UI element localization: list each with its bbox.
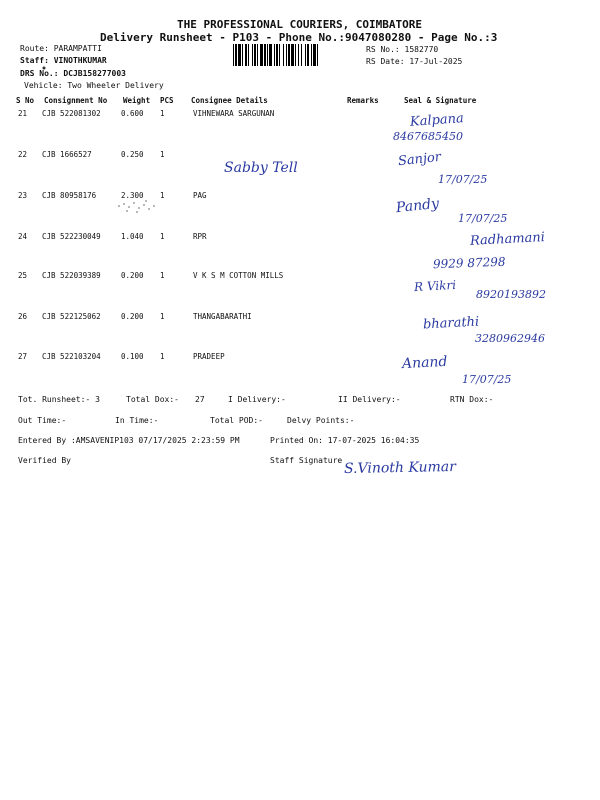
row-sno: 22 [18, 150, 28, 159]
col-seal-signature: Seal & Signature [404, 96, 477, 105]
row-consignee: VIHNEWARA SARGUNAN [193, 109, 275, 118]
total-dox-label: Total Dox:- [126, 395, 179, 404]
col-consignment: Consignment No [44, 96, 108, 105]
col-weight: Weight [123, 96, 151, 105]
row-pcs: 1 [160, 232, 165, 241]
row-consignment: CJB 522081302 [42, 109, 101, 118]
in-time: In Time:- [115, 416, 159, 425]
barcode-image [233, 44, 360, 66]
verified-by: Verified By [18, 456, 71, 465]
ii-delivery: II Delivery:- [338, 395, 401, 404]
tot-runsheet: Tot. Runsheet:- 3 [18, 395, 100, 404]
handwritten-signature: Anand [401, 353, 448, 373]
runsheet-title: Delivery Runsheet - P103 - Phone No.:9047080280 - Page No.:3 [100, 31, 498, 44]
row-weight: 0.250 [121, 150, 144, 159]
row-consignment: CJB 80958176 [42, 191, 97, 200]
handwritten-date: 17/07/25 [458, 212, 508, 225]
row-pcs: 1 [160, 191, 165, 200]
rtn-dox: RTN Dox:- [450, 395, 494, 404]
handwritten-signature: Kalpana [409, 111, 465, 130]
handwritten-signature: Radhamani [469, 230, 546, 249]
row-sno: 21 [18, 109, 28, 118]
row-consignee: PAG [193, 191, 207, 200]
handwritten-date: 17/07/25 [462, 373, 512, 386]
total-pod: Total POD:- [210, 416, 263, 425]
printed-on: Printed On: 17-07-2025 16:04:35 [270, 436, 420, 445]
row-sno: 25 [18, 271, 28, 280]
col-remarks: Remarks [347, 96, 379, 105]
rs-no-text: RS No.: 1582770 [366, 45, 439, 54]
row-sno: 26 [18, 312, 28, 321]
row-pcs: 1 [160, 352, 165, 361]
route-text: Route: PARAMPATTI [20, 44, 102, 53]
row-consignee: THANGABARATHI [193, 312, 252, 321]
delvy-points: Delvy Points:- [287, 416, 355, 425]
row-weight: 1.040 [121, 232, 144, 241]
i-delivery: I Delivery:- [228, 395, 286, 404]
row-weight: 0.600 [121, 109, 144, 118]
ink-mark [40, 64, 50, 72]
row-consignment: CJB 522230049 [42, 232, 101, 241]
handwritten-phone: 8467685450 [393, 130, 463, 143]
rs-date-text: RS Date: 17-Jul-2025 [366, 57, 463, 66]
staff-handwritten-signature: S.Vinoth Kumar [343, 459, 457, 477]
row-consignee: PRADEEP [193, 352, 225, 361]
row-pcs: 1 [160, 150, 165, 159]
staff-text: Staff: VINOTHKUMAR [20, 56, 107, 65]
row-pcs: 1 [160, 109, 165, 118]
row-consignment: CJB 522039389 [42, 271, 101, 280]
row-consignment: CJB 1666527 [42, 150, 92, 159]
out-time: Out Time:- [18, 416, 67, 425]
row-weight: 0.200 [121, 271, 144, 280]
row-consignment: CJB 522103204 [42, 352, 101, 361]
handwritten-signature: R Vikri [413, 277, 457, 295]
handwritten-signature: bharathi [422, 314, 480, 333]
drs-no-text: DRS No.: DCJB158277003 [20, 69, 126, 78]
handwritten-phone: 3280962946 [475, 332, 545, 345]
handwritten-phone: 8920193892 [476, 288, 546, 301]
row-sno: 23 [18, 191, 28, 200]
handwritten-consignee: Sabby Tell [224, 160, 298, 176]
stamp-smudge [115, 196, 165, 218]
handwritten-signature: Pandy [395, 195, 440, 217]
row-consignee: V K S M COTTON MILLS [193, 271, 284, 280]
handwritten-signature: Sanjor [397, 149, 442, 170]
row-weight: 2.300 [121, 191, 144, 200]
row-sno: 24 [18, 232, 28, 241]
row-pcs: 1 [160, 312, 165, 321]
row-consignment: CJB 522125062 [42, 312, 101, 321]
vehicle-text: Vehicle: Two Wheeler Delivery [24, 81, 164, 90]
entered-by: Entered By :AMSAVENIP103 07/17/2025 2:23:59 PM [18, 436, 240, 445]
col-sno: S No [16, 96, 35, 105]
handwritten-date: 17/07/25 [438, 173, 488, 186]
col-consignee: Consignee Details [191, 96, 268, 105]
col-pcs: PCS [160, 96, 174, 105]
row-sno: 27 [18, 352, 28, 361]
total-dox-value: 27 [195, 395, 205, 404]
row-consignee: RPR [193, 232, 207, 241]
row-pcs: 1 [160, 271, 165, 280]
row-weight: 0.100 [121, 352, 144, 361]
handwritten-phone: 9929 87298 [432, 254, 506, 272]
company-title: THE PROFESSIONAL COURIERS, COIMBATORE [177, 18, 423, 31]
staff-signature-label: Staff Signature [270, 456, 343, 465]
row-weight: 0.200 [121, 312, 144, 321]
